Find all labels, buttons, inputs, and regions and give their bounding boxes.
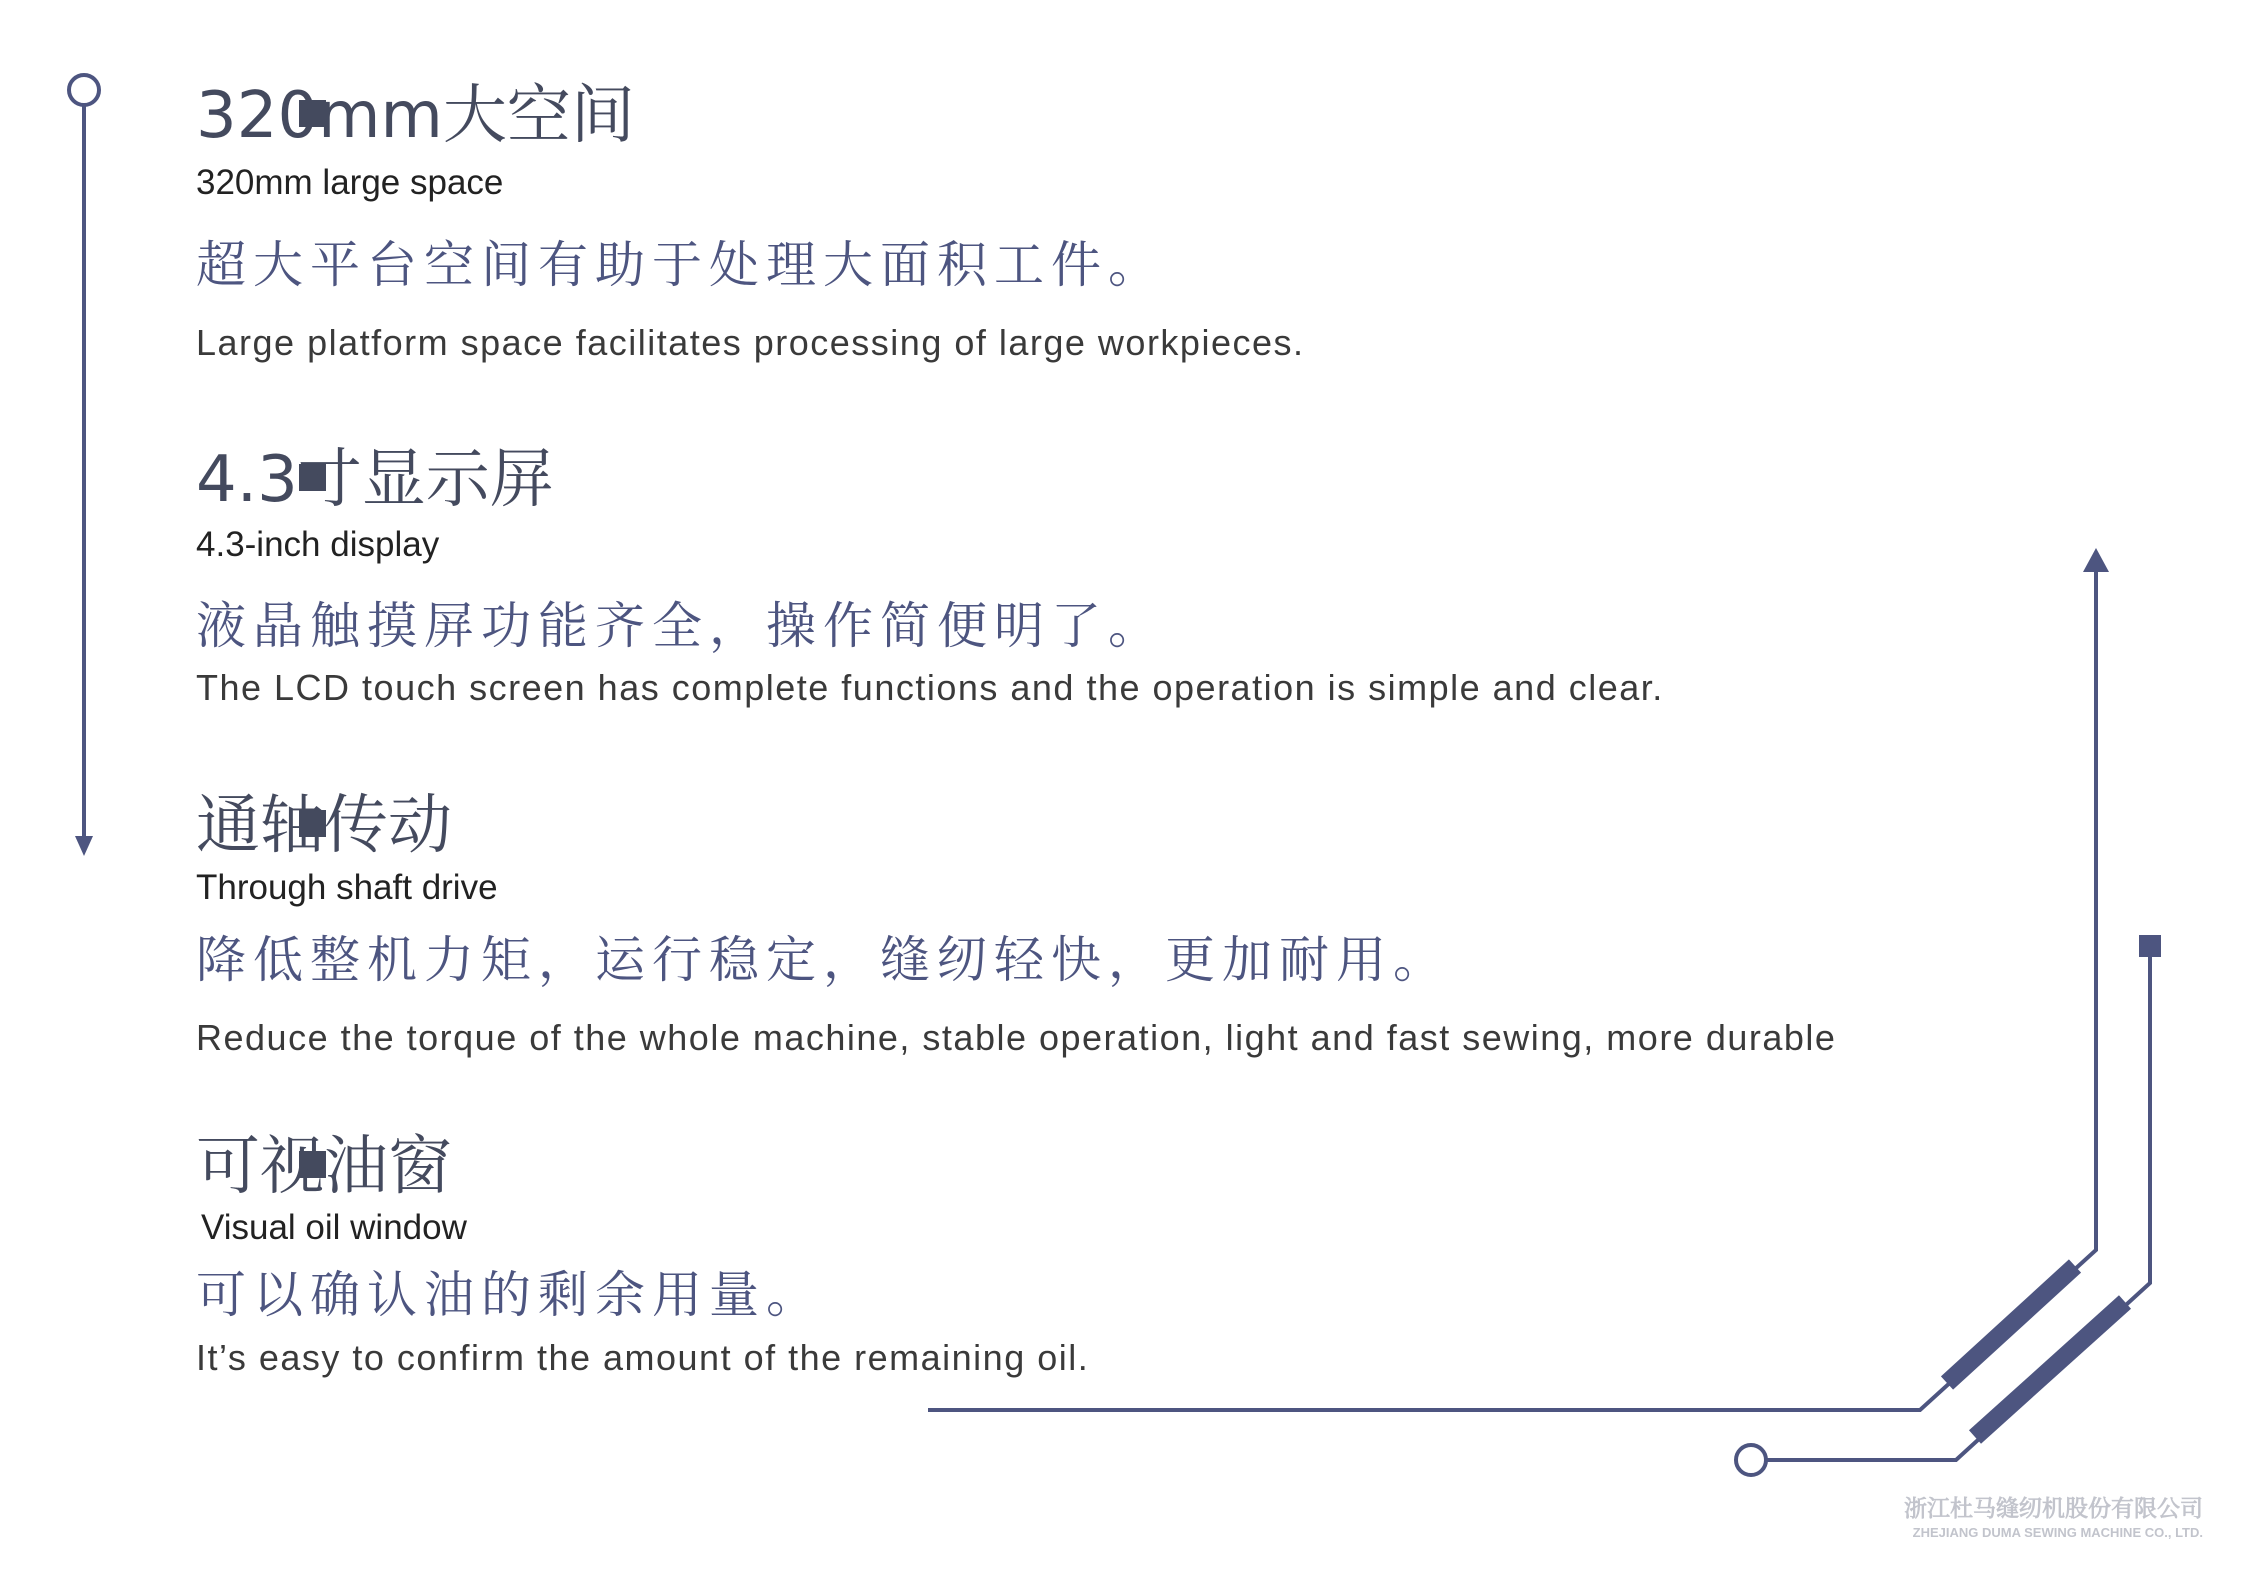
circuit-end-circle (1736, 1445, 1766, 1475)
up-arrow-icon (2083, 548, 2109, 572)
feature-title: 通轴传动 (196, 789, 452, 863)
terminal-square-icon (2139, 935, 2161, 957)
feature-description-zh: 液晶触摸屏功能齐全，操作简便明了。 (196, 597, 1165, 655)
feature-title: 320mm大空间 (196, 79, 635, 153)
feature-description-zh: 可以确认油的剩余用量。 (196, 1266, 823, 1324)
feature-subtitle: Through shaft drive (196, 868, 498, 907)
feature-subtitle: 320mm large space (196, 163, 504, 202)
company-name-zh: 浙江杜马缝纫机股份有限公司 (1904, 1496, 2203, 1522)
circuit-component-2 (1975, 1302, 2125, 1437)
feature-description-en: It’s easy to confirm the amount of the remaining oil. (196, 1337, 1090, 1378)
feature-title: 可视油窗 (196, 1130, 452, 1204)
feature-description-en: The LCD touch screen has complete functions and the operation is simple and clear. (196, 667, 1664, 708)
feature-subtitle: Visual oil window (201, 1208, 467, 1247)
feature-description-en: Reduce the torque of the whole machine, stable operation, light and fast sewing, more durable (196, 1017, 1837, 1058)
feature-title: 4.3寸显示屏 (196, 443, 554, 517)
feature-subtitle: 4.3-inch display (196, 525, 440, 564)
company-watermark (1855, 1498, 2203, 1539)
feature-description-zh: 降低整机力矩，运行稳定，缝纫轻快，更加耐用。 (196, 931, 1450, 989)
feature-description-en: Large platform space facilitates processing of large workpieces. (196, 322, 1305, 363)
feature-description-zh: 超大平台空间有助于处理大面积工件。 (196, 236, 1165, 294)
timeline-start-circle (69, 75, 99, 105)
down-arrow-icon (75, 836, 93, 856)
company-name-en: ZHEJIANG DUMA SEWING MACHINE CO., LTD. (1912, 1525, 2203, 1540)
